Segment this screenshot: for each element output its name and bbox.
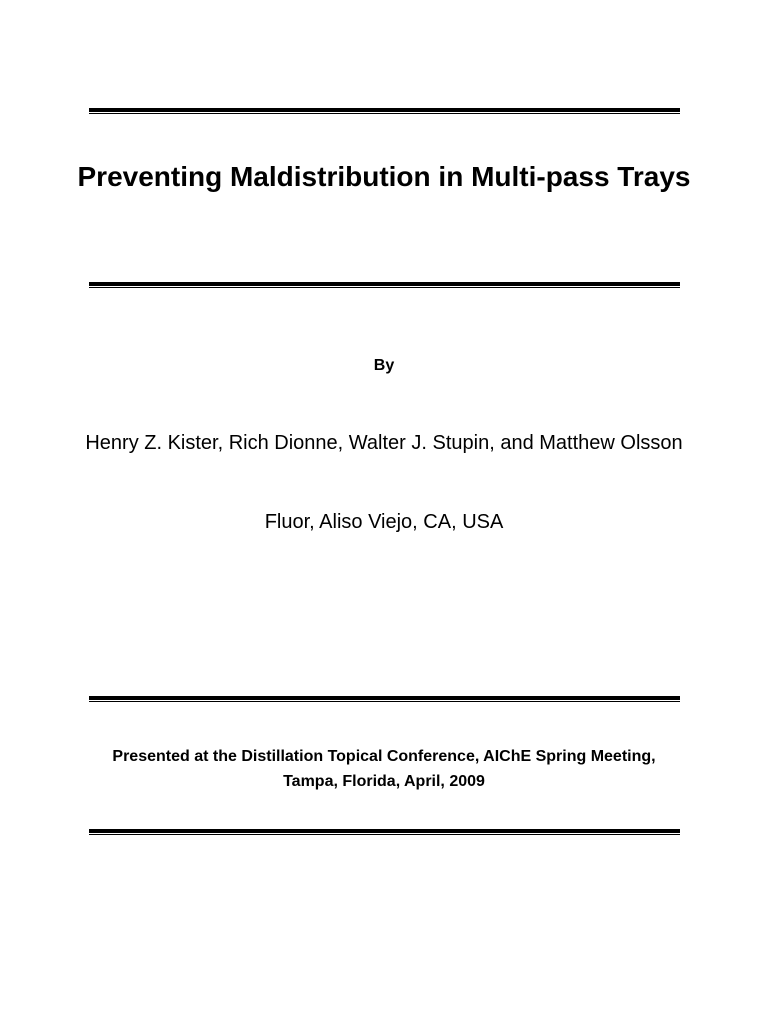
author-list: Henry Z. Kister, Rich Dionne, Walter J. Stupin, and Matthew Olsson	[85, 432, 683, 454]
presented-note: Presented at the Distillation Topical Conference, AIChE Spring Meeting, Tampa, Florida, April, 2009	[112, 748, 656, 790]
title-bottom-double-rule	[89, 282, 680, 288]
paper-title: Preventing Maldistribution in Multi-pass Trays	[77, 161, 691, 192]
by-label: By	[373, 357, 395, 374]
top-double-rule	[89, 108, 680, 114]
author-affiliation: Fluor, Aliso Viejo, CA, USA	[264, 511, 504, 533]
presented-top-double-rule	[89, 696, 680, 702]
bottom-double-rule	[89, 829, 680, 835]
